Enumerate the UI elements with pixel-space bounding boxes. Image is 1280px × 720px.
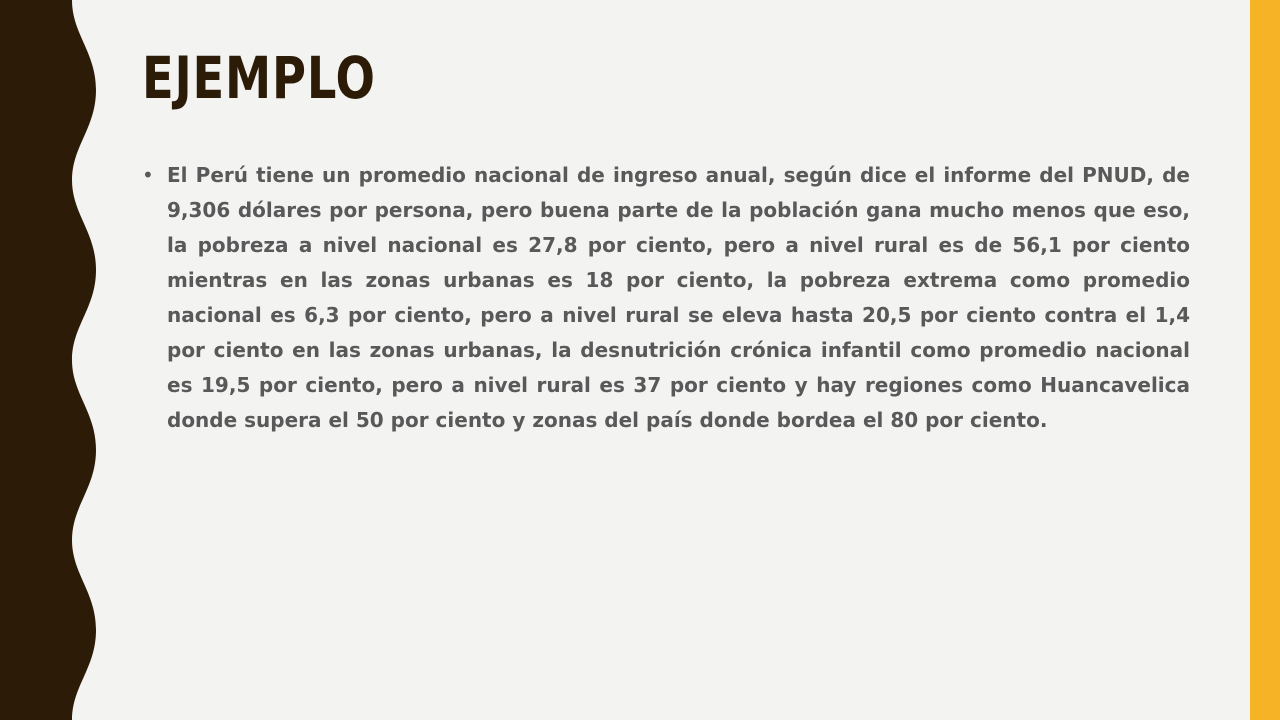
wavy-left-border [0, 0, 110, 720]
slide-title: EJEMPLO [142, 44, 376, 112]
bullet-icon: • [142, 163, 154, 187]
bullet-item [142, 158, 1190, 438]
bullet-text: El Perú tiene un promedio nacional de ingreso anual, según dice el informe del PNUD, de 9,306 dólares por persona, pero buena parte de la población gana mucho menos que eso, la pobreza a nivel nacional es 27,8 por ciento, pero a nivel rural es de 56,1 por ciento mientras en las zonas urbanas es 18 por ciento, la pobreza extrema como promedio nacional es 6,3 por ciento, pero a nivel rural se eleva hasta 20,5 por ciento contra el 1,4 por ciento en las zonas urbanas, la desnutrición crónica infantil como promedio nacional es 19,5 por ciento, pero a nivel rural es 37 por ciento y hay regiones como Huancavelica donde supera el 50 por ciento y zonas del país donde bordea el 80 por ciento. [167, 163, 1190, 432]
accent-bar [1250, 0, 1280, 720]
bullet-list [142, 158, 1190, 438]
